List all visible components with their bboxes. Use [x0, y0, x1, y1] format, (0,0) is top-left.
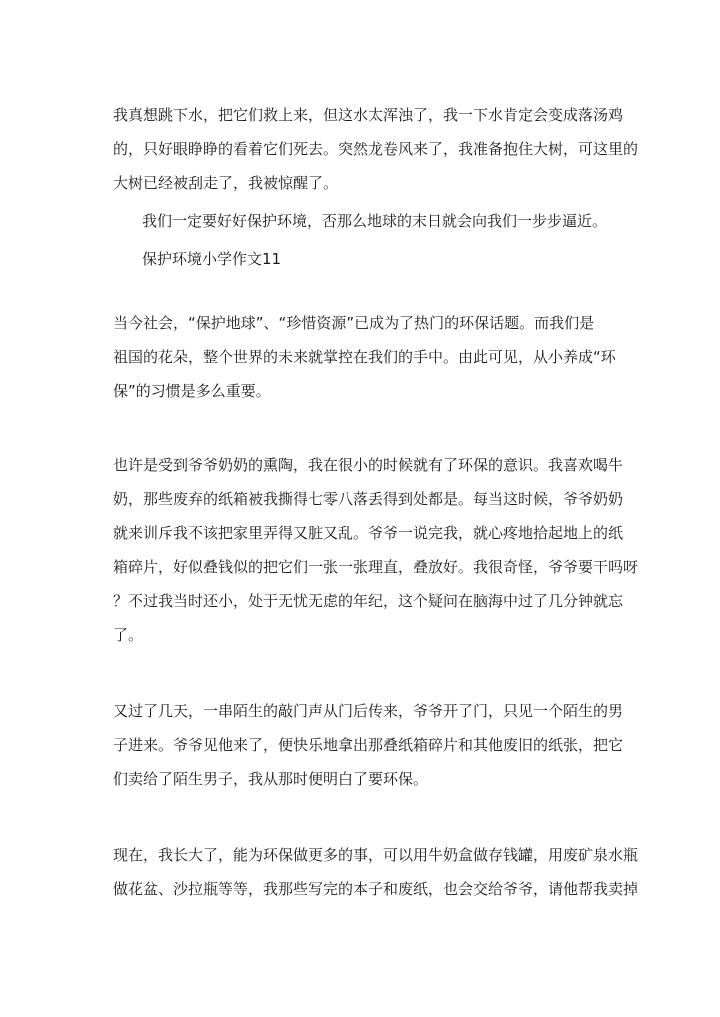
text-line: 子进来。爷爷见他来了，便快乐地拿出那叠纸箱碎片和其他废旧的纸张，把它 [113, 736, 624, 754]
text-line: 我真想跳下水，把它们救上来，但这水太浑浊了，我一下水肯定会变成落汤鸡 [113, 106, 624, 124]
text-line: ？不过我当时还小，处于无忧无虑的年纪，这个疑问在脑海中过了几分钟就忘 [113, 592, 624, 610]
text-line: 们卖给了陌生男子，我从那时便明白了要环保。 [113, 770, 429, 788]
text-line: 保护环境小学作文11 [142, 250, 282, 268]
text-line: 奶，那些废弃的纸箱被我撕得七零八落丢得到处都是。每当这时候，爷爷奶奶 [113, 490, 624, 508]
text-line: 大树已经被刮走了，我被惊醒了。 [113, 174, 339, 192]
paragraph-intro [113, 306, 616, 408]
paragraph-stranger [113, 694, 624, 796]
text-line: 做花盆、沙拉瓶等等，我那些写完的本子和废纸，也会交给爷爷，请他帮我卖掉 [113, 880, 639, 898]
paragraph-now [113, 838, 639, 906]
text-line: 了。 [113, 626, 144, 644]
essay-heading [142, 242, 642, 276]
text-line: 当今社会，“保护地球”、“珍惜资源”已成为了热门的环保话题。而我们是 [113, 314, 595, 332]
text-line: 我们一定要好好保护环境，否那么地球的末日就会向我们一步步逼近。 [142, 212, 608, 230]
paragraph-conclusion [142, 204, 642, 238]
text-line: 就来训斥我不该把家里弄得又脏又乱。爷爷一说完我，就心疼地拾起地上的纸 [113, 524, 624, 542]
text-line: 的，只好眼睁睁的看着它们死去。突然龙卷风来了，我准备抱住大树，可这里的 [113, 140, 639, 158]
paragraph-dream-ending [113, 98, 639, 200]
text-line: 现在，我长大了，能为环保做更多的事，可以用牛奶盒做存钱罐，用废矿泉水瓶 [113, 846, 639, 864]
text-line: 又过了几天，一串陌生的敲门声从门后传来，爷爷开了门，只见一个陌生的男 [113, 702, 624, 720]
text-line: 保”的习惯是多么重要。 [113, 382, 271, 400]
text-line: 也许是受到爷爷奶奶的熏陶，我在很小的时候就有了环保的意识。我喜欢喝牛 [113, 456, 624, 474]
text-line: 箱碎片，好似叠钱似的把它们一张一张理直，叠放好。我很奇怪，爷爷要干吗呀 [113, 558, 639, 576]
text-line: 祖国的花朵，整个世界的未来就掌控在我们的手中。由此可见，从小养成“环 [113, 348, 616, 366]
paragraph-grandparents [113, 448, 639, 652]
